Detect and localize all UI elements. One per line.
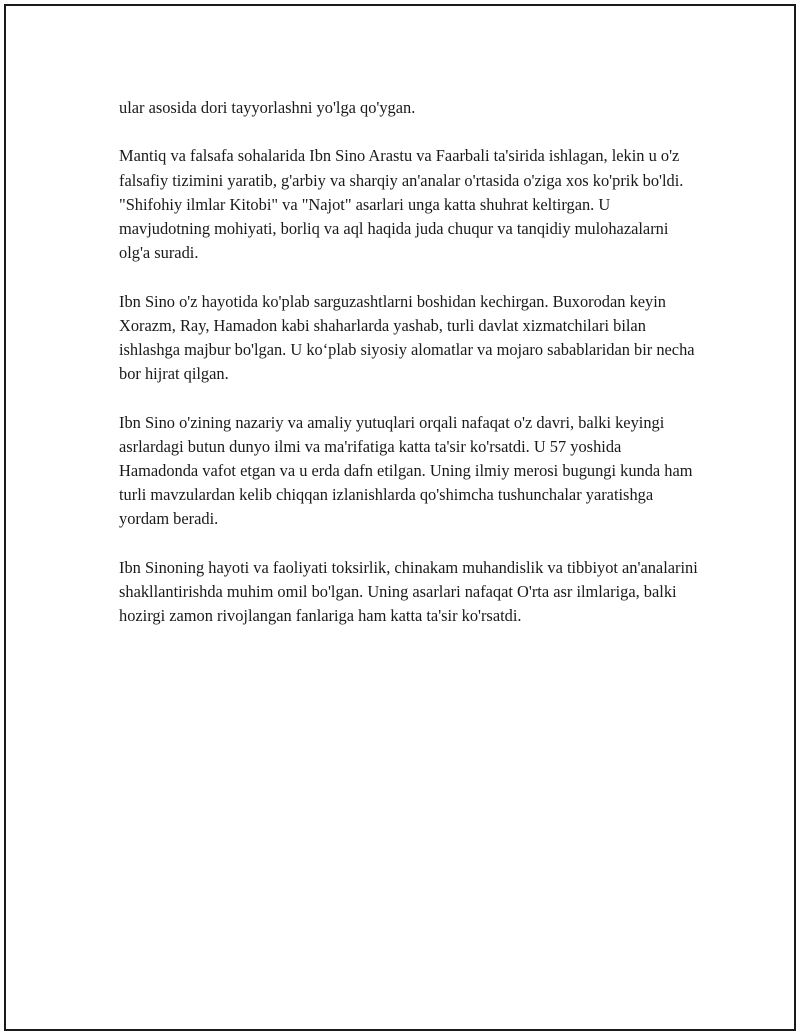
paragraph-1: ular asosida dori tayyorlashni yo'lga qo'ygan. xyxy=(119,98,416,117)
document-page xyxy=(4,4,796,1031)
paragraph-2: Mantiq va falsafa sohalarida Ibn Sino Arastu va Faarbali ta'sirida ishlagan, lekin u o'z falsafiy tizimini yaratib, g'arbiy va sharqiy an'analar o'rtasida o'ziga xos ko'prik bo'ldi. "Shifohiy ilmlar Kitobi" va "Najot" asarlari unga katta shuhrat keltirgan. U mavjudotning mohiyati, borliq va aql haqida juda chuqur va tanqidiy mulohazalarni olg'a suradi. xyxy=(119,146,684,263)
document-body xyxy=(119,96,699,653)
paragraph-4: Ibn Sino o'zining nazariy va amaliy yutuqlari orqali nafaqat o'z davri, balki keyingi asrlardagi butun dunyo ilmi va ma'rifatiga katta ta'sir ko'rsatdi. U 57 yoshida Hamadonda vafot etgan va u erda dafn etilgan. Uning ilmiy merosi bugungi kunda ham turli mavzulardan kelib chiqqan izlanishlarda qo'shimcha tushunchalar yaratishga yordam beradi. xyxy=(119,412,693,529)
paragraph-5: Ibn Sinoning hayoti va faoliyati toksirlik, chinakam muhandislik va tibbiyot an'analarini shakllantirishda muhim omil bo'lgan. Uning asarlari nafaqat O'rta asr ilmlariga, balki hozirgi zamon rivojlangan fanlariga ham katta ta'sir ko'rsatdi. xyxy=(119,557,698,626)
paragraph-3: Ibn Sino o'z hayotida ko'plab sarguzashtlarni boshidan kechirgan. Buxorodan keyin Xorazm, Ray, Hamadon kabi shaharlarda yashab, turli davlat xizmatchilari bilan ishlashga majbur bo'lgan. U ko‘plab siyosiy alomatlar va mojaro sabablaridan bir necha bor hijrat qilgan. xyxy=(119,291,695,384)
